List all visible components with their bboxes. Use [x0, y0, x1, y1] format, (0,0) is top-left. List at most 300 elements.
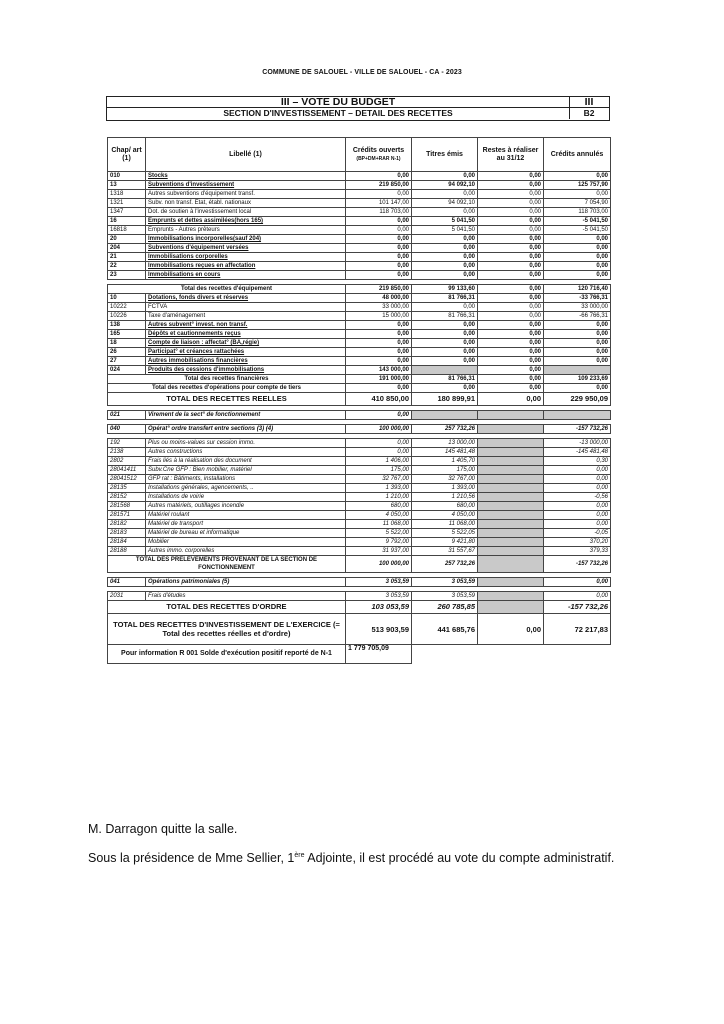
cell-chap: 204 — [108, 244, 146, 253]
col-libelle: Libellé (1) — [146, 138, 346, 172]
cell-credits-annules: -13 000,00 — [544, 439, 611, 448]
col-credits-ouverts — [346, 138, 412, 172]
cell-credits-ouverts: 0,00 — [346, 339, 412, 348]
cell-restes — [478, 439, 544, 448]
cell-credits-ouverts: 3 053,59 — [346, 578, 412, 587]
cell-restes — [478, 592, 544, 601]
info-row — [108, 645, 611, 664]
cell-credits-annules: 0,00 — [544, 384, 611, 393]
cell-credits-annules: 0,00 — [544, 330, 611, 339]
cell-libelle: Taxe d'aménagement — [146, 312, 346, 321]
cell-credits-annules: 0,00 — [544, 592, 611, 601]
cell-credits-annules: -0,05 — [544, 529, 611, 538]
cell-credits-annules — [544, 366, 611, 375]
cell-titres-emis: 0,00 — [412, 190, 478, 199]
table-row — [108, 312, 611, 321]
cell-credits-annules: 370,20 — [544, 538, 611, 547]
cell-titres-emis: 1 210,56 — [412, 493, 478, 502]
cell-chap: 28041411 — [108, 466, 146, 475]
cell-restes: 0,00 — [478, 294, 544, 303]
cell-libelle: Matériel de bureau et informatique — [146, 529, 346, 538]
cell-credits-ouverts: 0,00 — [346, 172, 412, 181]
cell-libelle: Total des recettes financières — [108, 375, 346, 384]
cell-credits-ouverts: 0,00 — [346, 448, 412, 457]
cell-credits-annules: 0,00 — [544, 321, 611, 330]
col-credits-ouverts-sub: (BP+DM+RAR N-1) — [356, 155, 401, 162]
table-row — [108, 366, 611, 375]
cell-credits-ouverts: 100 000,00 — [346, 425, 412, 434]
table-row — [108, 439, 611, 448]
cell-titres-emis: 441 685,76 — [412, 614, 478, 645]
table-row — [108, 217, 611, 226]
cell-libelle: TOTAL DES RECETTES D'INVESTISSEMENT DE L'EXERCICE (= Total des recettes réelles et d'ordre) — [108, 614, 346, 645]
cell-credits-ouverts: 1 779 705,09 — [346, 645, 412, 664]
cell-credits-ouverts: 118 703,00 — [346, 208, 412, 217]
title-sub: SECTION D'INVESTISSEMENT – DETAIL DES RECETTES — [223, 108, 453, 118]
cell-libelle: Autres subventions d'équipement transf. — [146, 190, 346, 199]
cell-libelle: Immobilisations reçues en affectation — [146, 262, 346, 271]
cell-titres-emis: 145 481,48 — [412, 448, 478, 457]
table-row — [108, 244, 611, 253]
cell-credits-ouverts: 0,00 — [346, 235, 412, 244]
table-row — [108, 547, 611, 556]
cell-titres-emis: 3 053,59 — [412, 592, 478, 601]
cell-credits-ouverts: 219 850,00 — [346, 181, 412, 190]
cell-libelle: Frais liés à la réalisation des document — [146, 457, 346, 466]
table-row — [108, 348, 611, 357]
cell-titres-emis: 0,00 — [412, 172, 478, 181]
cell-chap: 10222 — [108, 303, 146, 312]
paragraph-presidence-start: Sous la présidence de Mme Sellier, 1 — [88, 851, 295, 865]
cell-credits-annules: 0,30 — [544, 457, 611, 466]
cell-titres-emis: 1 405,70 — [412, 457, 478, 466]
section-title-box — [106, 96, 610, 121]
cell-credits-annules: -157 732,26 — [544, 601, 611, 614]
cell-credits-ouverts: 0,00 — [346, 348, 412, 357]
cell-chap: 21 — [108, 253, 146, 262]
cell-libelle: Total des recettes d'opérations pour compte de tiers — [108, 384, 346, 393]
cell-libelle: Dotations, fonds divers et réserves — [146, 294, 346, 303]
cell-titres-emis: 175,00 — [412, 466, 478, 475]
cell-titres-emis: 13 000,00 — [412, 439, 478, 448]
cell-credits-ouverts: 0,00 — [346, 321, 412, 330]
cell-credits-ouverts: 1 210,00 — [346, 493, 412, 502]
cell-credits-annules: 7 054,90 — [544, 199, 611, 208]
table-row — [108, 190, 611, 199]
cell-credits-ouverts: 1 406,00 — [346, 457, 412, 466]
cell-restes — [478, 511, 544, 520]
cell-credits-ouverts: 15 000,00 — [346, 312, 412, 321]
cell-credits-ouverts: 0,00 — [346, 190, 412, 199]
cell-restes — [478, 645, 544, 664]
cell-titres-emis: 0,00 — [412, 235, 478, 244]
cell-restes: 0,00 — [478, 226, 544, 235]
cell-restes: 0,00 — [478, 330, 544, 339]
cell-restes: 0,00 — [478, 321, 544, 330]
cell-restes: 0,00 — [478, 393, 544, 406]
table-row — [108, 511, 611, 520]
cell-chap: 281568 — [108, 502, 146, 511]
cell-restes — [478, 502, 544, 511]
cell-titres-emis: 260 785,85 — [412, 601, 478, 614]
cell-restes — [478, 547, 544, 556]
cell-restes: 0,00 — [478, 190, 544, 199]
cell-titres-emis — [412, 645, 478, 664]
cell-libelle: TOTAL DES RECETTES REELLES — [108, 393, 346, 406]
table-header-row — [108, 138, 611, 172]
cell-credits-ouverts: 4 050,00 — [346, 511, 412, 520]
title-main: III – VOTE DU BUDGET — [107, 97, 569, 108]
cell-libelle: Virement de la sect° de fonctionnement — [146, 411, 346, 420]
cell-restes: 0,00 — [478, 375, 544, 384]
cell-credits-annules: -66 766,31 — [544, 312, 611, 321]
table-row — [108, 226, 611, 235]
cell-titres-emis: 0,00 — [412, 253, 478, 262]
cell-credits-ouverts: 9 792,00 — [346, 538, 412, 547]
cell-chap: 28183 — [108, 529, 146, 538]
table-row — [108, 466, 611, 475]
cell-credits-ouverts: 143 000,00 — [346, 366, 412, 375]
cell-titres-emis: 0,00 — [412, 357, 478, 366]
cell-titres-emis: 680,00 — [412, 502, 478, 511]
cell-libelle: Opérat° ordre transfert entre sections (3) (4) — [146, 425, 346, 434]
cell-credits-annules — [544, 645, 611, 664]
cell-restes — [478, 411, 544, 420]
cell-restes: 0,00 — [478, 303, 544, 312]
cell-credits-annules: 118 703,00 — [544, 208, 611, 217]
cell-chap: 28184 — [108, 538, 146, 547]
cell-credits-ouverts: 0,00 — [346, 244, 412, 253]
cell-restes: 0,00 — [478, 181, 544, 190]
cell-chap: 16 — [108, 217, 146, 226]
cell-credits-annules: -5 041,50 — [544, 217, 611, 226]
cell-restes: 0,00 — [478, 235, 544, 244]
cell-credits-ouverts: 0,00 — [346, 217, 412, 226]
table-body — [108, 172, 611, 664]
cell-credits-annules: 0,00 — [544, 235, 611, 244]
cell-restes — [478, 529, 544, 538]
total-tiers-row — [108, 384, 611, 393]
cell-titres-emis: 0,00 — [412, 262, 478, 271]
cell-chap: 010 — [108, 172, 146, 181]
cell-libelle: Dot. de soutien à l'investissement local — [146, 208, 346, 217]
cell-credits-ouverts: 100 000,00 — [346, 556, 412, 573]
col-credits-annules: Crédits annulés — [544, 138, 611, 172]
cell-credits-ouverts: 3 053,59 — [346, 592, 412, 601]
table-row — [108, 181, 611, 190]
cell-libelle: Emprunts et dettes assimilées(hors 165) — [146, 217, 346, 226]
cell-libelle: Subventions d'investissement — [146, 181, 346, 190]
table-row — [108, 294, 611, 303]
cell-titres-emis: 4 050,00 — [412, 511, 478, 520]
cell-chap: 1321 — [108, 199, 146, 208]
cell-credits-annules: 0,00 — [544, 244, 611, 253]
cell-restes — [478, 475, 544, 484]
cell-credits-annules: 0,00 — [544, 271, 611, 280]
paragraph-presidence-end: Adjointe, il est procédé au vote du compte administratif. — [304, 851, 615, 865]
cell-libelle: Pour information R 001 Solde d'exécution positif reporté de N-1 — [108, 645, 346, 664]
cell-chap: 26 — [108, 348, 146, 357]
table-row — [108, 172, 611, 181]
cell-chap: 024 — [108, 366, 146, 375]
cell-restes: 0,00 — [478, 262, 544, 271]
cell-titres-emis: 257 732,26 — [412, 556, 478, 573]
cell-credits-ouverts: 31 937,00 — [346, 547, 412, 556]
cell-titres-emis: 32 767,00 — [412, 475, 478, 484]
cell-credits-annules: 0,00 — [544, 578, 611, 587]
cell-credits-ouverts: 0,00 — [346, 357, 412, 366]
cell-libelle: GFP rat : Bâtiments, installations — [146, 475, 346, 484]
paragraph-presidence — [88, 851, 614, 865]
table-row — [108, 208, 611, 217]
cell-chap: 23 — [108, 271, 146, 280]
cell-credits-annules: 0,00 — [544, 484, 611, 493]
cell-restes — [478, 493, 544, 502]
cell-titres-emis: 0,00 — [412, 339, 478, 348]
cell-chap: 2031 — [108, 592, 146, 601]
table-row — [108, 520, 611, 529]
cell-titres-emis: 11 068,00 — [412, 520, 478, 529]
cell-credits-ouverts: 32 767,00 — [346, 475, 412, 484]
table-row — [108, 502, 611, 511]
cell-chap: 28135 — [108, 484, 146, 493]
cell-credits-annules: -157 732,26 — [544, 425, 611, 434]
table-row — [108, 330, 611, 339]
cell-libelle: Autres matériels, outillages incendie — [146, 502, 346, 511]
title-code-sub: B2 — [583, 108, 595, 118]
cell-credits-ouverts: 0,00 — [346, 439, 412, 448]
cell-libelle: Immobilisations en cours — [146, 271, 346, 280]
cell-chap: 1347 — [108, 208, 146, 217]
total-general-row — [108, 614, 611, 645]
table-row — [108, 538, 611, 547]
table-row — [108, 253, 611, 262]
cell-credits-annules: -145 481,48 — [544, 448, 611, 457]
cell-credits-annules: 0,00 — [544, 339, 611, 348]
cell-restes — [478, 556, 544, 573]
cell-libelle: Opérations patrimoniales (5) — [146, 578, 346, 587]
col-restes: Restes à réaliser au 31/12 — [478, 138, 544, 172]
cell-restes: 0,00 — [478, 357, 544, 366]
table-row — [108, 457, 611, 466]
cell-libelle: Plus ou moins-values sur cession immo. — [146, 439, 346, 448]
cell-titres-emis: 0,00 — [412, 208, 478, 217]
cell-credits-annules: 379,33 — [544, 547, 611, 556]
cell-titres-emis: 9 421,80 — [412, 538, 478, 547]
total-financieres-row — [108, 375, 611, 384]
total-prelevements-row — [108, 556, 611, 573]
cell-credits-ouverts: 175,00 — [346, 466, 412, 475]
cell-credits-ouverts: 219 850,00 — [346, 285, 412, 294]
cell-libelle: Subv. non transf. Etat, établ. nationaux — [146, 199, 346, 208]
cell-credits-annules — [544, 411, 611, 420]
cell-chap: 138 — [108, 321, 146, 330]
cell-restes: 0,00 — [478, 285, 544, 294]
cell-credits-ouverts: 0,00 — [346, 411, 412, 420]
cell-credits-annules: 229 950,09 — [544, 393, 611, 406]
cell-chap: 27 — [108, 357, 146, 366]
cell-credits-annules: -157 732,26 — [544, 556, 611, 573]
cell-restes: 0,00 — [478, 384, 544, 393]
table-row — [108, 484, 611, 493]
cell-credits-annules: 0,00 — [544, 520, 611, 529]
operations-patrimoniales-row — [108, 578, 611, 587]
cell-credits-ouverts: 410 850,00 — [346, 393, 412, 406]
cell-libelle: Immobilisations corporelles — [146, 253, 346, 262]
virement-row — [108, 411, 611, 420]
cell-chap: 10 — [108, 294, 146, 303]
table-row — [108, 529, 611, 538]
frais-etudes-row — [108, 592, 611, 601]
cell-chap: 040 — [108, 425, 146, 434]
cell-titres-emis: 0,00 — [412, 271, 478, 280]
cell-chap: 28182 — [108, 520, 146, 529]
operat-ordre-row — [108, 425, 611, 434]
cell-credits-ouverts: 0,00 — [346, 271, 412, 280]
cell-credits-annules: 0,00 — [544, 190, 611, 199]
cell-chap: 13 — [108, 181, 146, 190]
cell-titres-emis: 31 557,67 — [412, 547, 478, 556]
cell-chap: 021 — [108, 411, 146, 420]
cell-restes: 0,00 — [478, 172, 544, 181]
cell-credits-annules: 0,00 — [544, 348, 611, 357]
cell-titres-emis: 257 732,26 — [412, 425, 478, 434]
cell-libelle: Installations générales, agencements, .. — [146, 484, 346, 493]
cell-credits-annules: -5 041,50 — [544, 226, 611, 235]
total-equipement-row — [108, 285, 611, 294]
cell-chap: 28041512 — [108, 475, 146, 484]
paragraph-presidence-sup: ère — [294, 851, 305, 859]
cell-chap: 28188 — [108, 547, 146, 556]
cell-credits-ouverts: 11 068,00 — [346, 520, 412, 529]
cell-libelle: Subv.Cne GFP : Bien mobilier, matériel — [146, 466, 346, 475]
cell-credits-annules: 0,00 — [544, 511, 611, 520]
total-reelles-row — [108, 393, 611, 406]
cell-libelle: Produits des cessions d'immobilisations — [146, 366, 346, 375]
cell-restes: 0,00 — [478, 199, 544, 208]
cell-credits-annules: 0,00 — [544, 502, 611, 511]
cell-restes: 0,00 — [478, 312, 544, 321]
cell-libelle: Stocks — [146, 172, 346, 181]
cell-credits-annules: -33 766,31 — [544, 294, 611, 303]
cell-restes — [478, 538, 544, 547]
cell-libelle: Subventions d'équipement versées — [146, 244, 346, 253]
cell-libelle: Emprunts - Autres prêteurs — [146, 226, 346, 235]
cell-restes — [478, 520, 544, 529]
cell-chap: 22 — [108, 262, 146, 271]
table-row — [108, 235, 611, 244]
cell-restes: 0,00 — [478, 339, 544, 348]
cell-restes — [478, 578, 544, 587]
cell-libelle: Matériel roulant — [146, 511, 346, 520]
cell-titres-emis: 94 092,10 — [412, 181, 478, 190]
budget-table — [107, 137, 611, 664]
cell-libelle: Participat° et créances rattachées — [146, 348, 346, 357]
title-code-main: III — [569, 97, 609, 108]
cell-restes: 0,00 — [478, 253, 544, 262]
document-header: COMMUNE DE SALOUEL - VILLE DE SALOUEL - CA - 2023 — [262, 69, 462, 76]
cell-restes: 0,00 — [478, 366, 544, 375]
cell-credits-annules: 109 233,69 — [544, 375, 611, 384]
cell-libelle: Matériel de transport — [146, 520, 346, 529]
cell-chap: 165 — [108, 330, 146, 339]
cell-titres-emis: 3 053,59 — [412, 578, 478, 587]
cell-titres-emis: 5 041,50 — [412, 226, 478, 235]
cell-credits-ouverts: 1 393,00 — [346, 484, 412, 493]
cell-chap: 2802 — [108, 457, 146, 466]
cell-titres-emis: 94 092,10 — [412, 199, 478, 208]
table-row — [108, 321, 611, 330]
table-row — [108, 303, 611, 312]
title-main-cell — [107, 97, 570, 119]
cell-titres-emis — [412, 366, 478, 375]
cell-titres-emis: 0,00 — [412, 330, 478, 339]
cell-libelle: TOTAL DES PRELEVEMENTS PROVENANT DE LA SECTION DE FONCTIONNEMENT — [108, 556, 346, 573]
col-credits-ouverts-label: Crédits ouverts — [352, 146, 405, 154]
cell-credits-ouverts: 5 522,00 — [346, 529, 412, 538]
cell-titres-emis — [412, 411, 478, 420]
cell-restes — [478, 448, 544, 457]
cell-chap: 192 — [108, 439, 146, 448]
cell-credits-ouverts: 101 147,00 — [346, 199, 412, 208]
cell-libelle: Mobilier — [146, 538, 346, 547]
cell-libelle: Dépôts et cautionnements reçus — [146, 330, 346, 339]
cell-chap: 28152 — [108, 493, 146, 502]
cell-credits-ouverts: 0,00 — [346, 226, 412, 235]
cell-credits-annules: 120 716,40 — [544, 285, 611, 294]
cell-chap: 281571 — [108, 511, 146, 520]
cell-credits-annules: 0,00 — [544, 466, 611, 475]
table-row — [108, 262, 611, 271]
cell-titres-emis: 81 766,31 — [412, 375, 478, 384]
cell-chap: 041 — [108, 578, 146, 587]
table-row — [108, 199, 611, 208]
cell-credits-annules: 0,00 — [544, 357, 611, 366]
cell-credits-annules: -0,56 — [544, 493, 611, 502]
table-row — [108, 475, 611, 484]
cell-restes — [478, 601, 544, 614]
table-row — [108, 493, 611, 502]
cell-credits-annules: 72 217,83 — [544, 614, 611, 645]
cell-libelle: Autres immobilisations financières — [146, 357, 346, 366]
cell-credits-ouverts: 191 000,00 — [346, 375, 412, 384]
cell-titres-emis: 5 041,50 — [412, 217, 478, 226]
table-row — [108, 271, 611, 280]
cell-credits-ouverts: 0,00 — [346, 262, 412, 271]
cell-restes — [478, 484, 544, 493]
cell-titres-emis: 0,00 — [412, 303, 478, 312]
cell-titres-emis: 0,00 — [412, 384, 478, 393]
cell-titres-emis: 180 899,91 — [412, 393, 478, 406]
cell-credits-ouverts: 33 000,00 — [346, 303, 412, 312]
cell-restes: 0,00 — [478, 217, 544, 226]
cell-credits-annules: 0,00 — [544, 253, 611, 262]
cell-restes: 0,00 — [478, 614, 544, 645]
cell-titres-emis: 81 766,31 — [412, 294, 478, 303]
cell-libelle: Frais d'études — [146, 592, 346, 601]
cell-libelle: Installations de voirie — [146, 493, 346, 502]
cell-chap: 1318 — [108, 190, 146, 199]
col-chap: Chap/ art (1) — [108, 138, 146, 172]
cell-chap: 2138 — [108, 448, 146, 457]
title-code-cell — [569, 97, 609, 119]
cell-libelle: FCTVA — [146, 303, 346, 312]
cell-restes — [478, 425, 544, 434]
cell-titres-emis: 0,00 — [412, 321, 478, 330]
cell-credits-ouverts: 513 903,59 — [346, 614, 412, 645]
table-row — [108, 339, 611, 348]
cell-titres-emis: 99 133,60 — [412, 285, 478, 294]
